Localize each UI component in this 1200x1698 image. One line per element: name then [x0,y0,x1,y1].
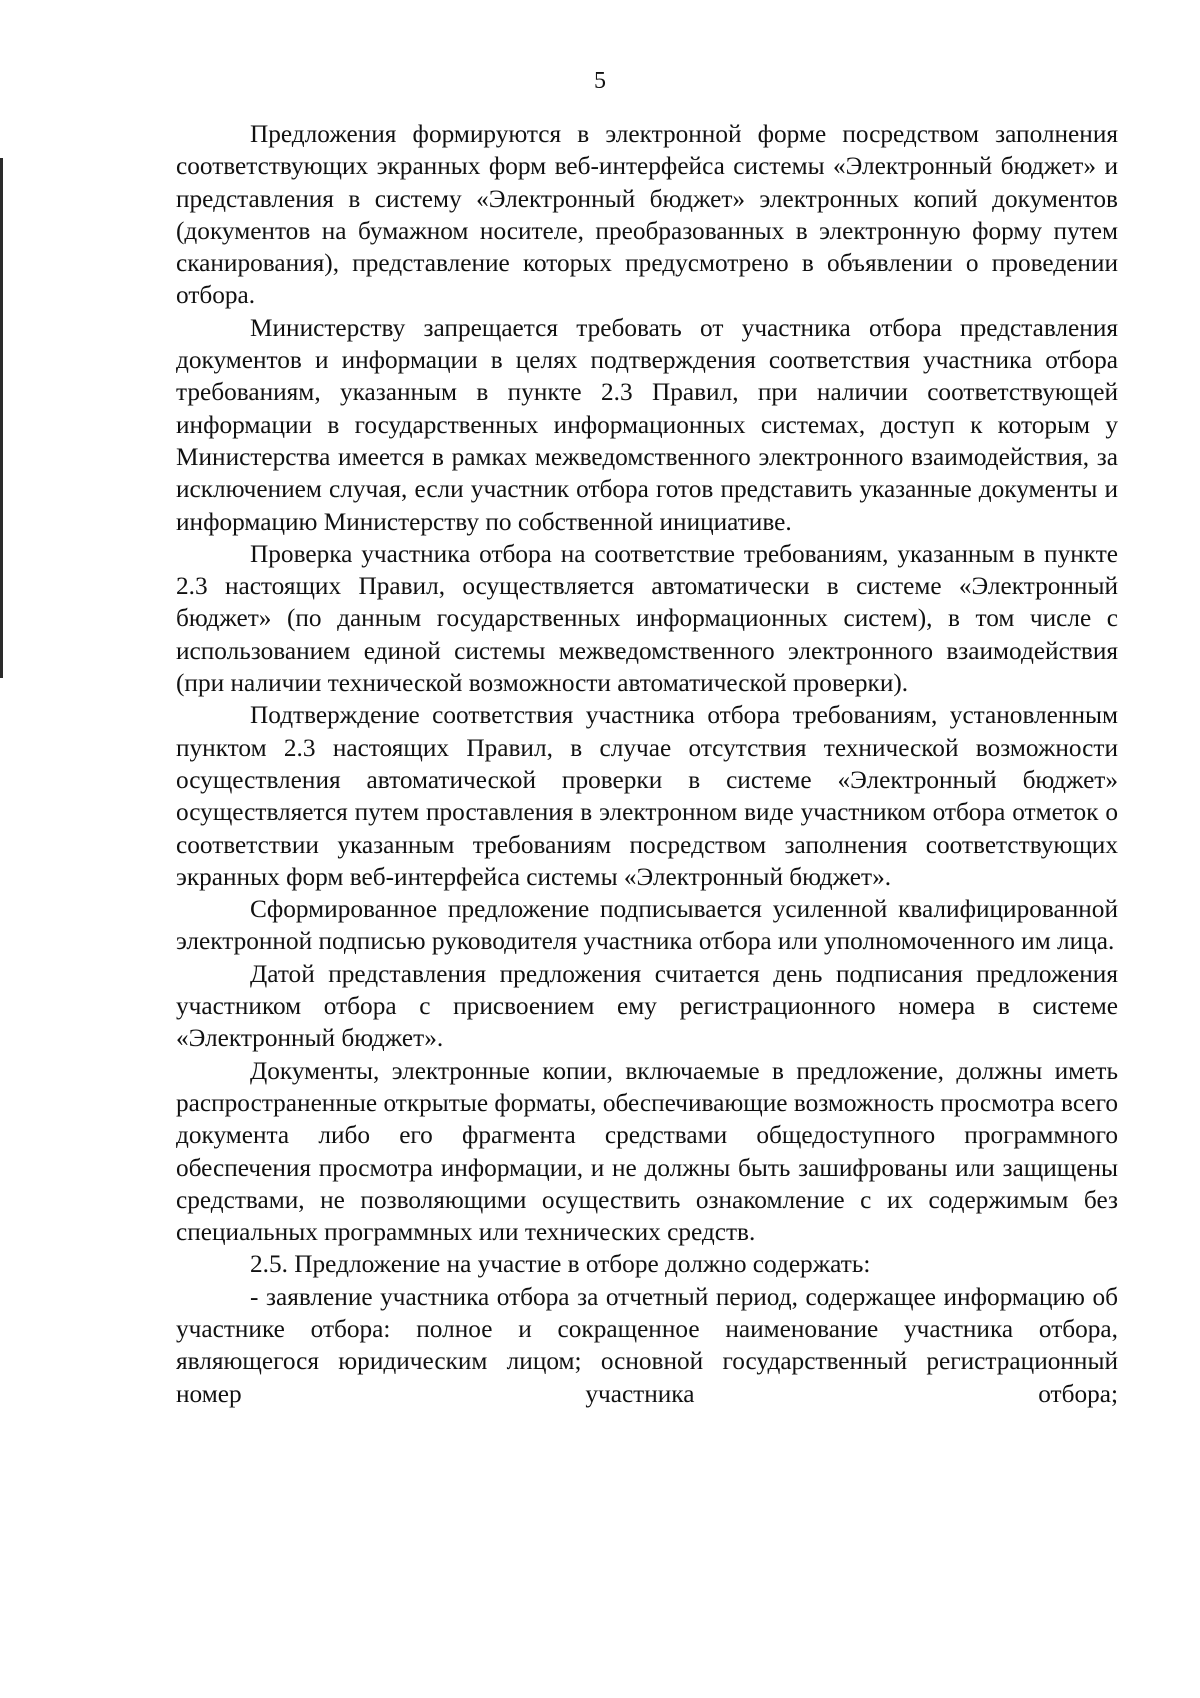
paragraph-submission-date: Датой представления предложения считается день подписания предложения участником отбора с присвоением ему регистрационного номера в системе «Электронный бюджет». [176,959,1118,1053]
paragraph-section-2-5: 2.5. Предложение на участие в отборе должно содержать: [250,1250,871,1279]
page-number: 5 [594,68,606,94]
paragraph-ministry-prohibition: Министерству запрещается требовать от участника отбора представления документов и информации в целях подтверждения соответствия участника отбора требованиям, указанным в пункте 2.3 Правил, при наличии соответствующей информации в государственных информационных системах, доступ к которым у Министерства имеется в рамках межведомственного электронного взаимодействия, за исключением случая, если участник отбора готов представить указанные документы и информацию Министерству по собственной инициативе. [176,313,1118,536]
paragraph-automatic-check: Проверка участника отбора на соответствие требованиям, указанным в пункте 2.3 настоящих Правил, осуществляется автоматически в системе «Электронный бюджет» (по данным государственных информационных систем), в том числе с использованием единой системы межведомственного электронного взаимодействия (при наличии технической возможности автоматической проверки). [176,539,1118,698]
document-body [176,118,1118,1410]
paragraph-confirmation-of-compliance: Подтверждение соответствия участника отбора требованиям, установленным пунктом 2.3 настоящих Правил, в случае отсутствия технической возможности осуществления автоматической проверки в системе «Электронный бюджет» осуществляется путем проставления в электронном виде участником отбора отметок о соответствии указанным требованиям посредством заполнения соответствующих экранных форм веб-интерфейса системы «Электронный бюджет». [176,701,1118,891]
paragraph-document-formats: Документы, электронные копии, включаемые в предложение, должны иметь распространенные открытые форматы, обеспечивающие возможность просмотра всего документа либо его фрагмента средствами общедоступного программного обеспечения просмотра информации, и не должны быть зашифрованы или защищены средствами, не позволяющими осуществить ознакомление с их содержимым без специальных программных или технических средств. [176,1056,1118,1247]
paragraph-application-contents: - заявление участника отбора за отчетный период, содержащее информацию об участнике отбора: полное и сокращенное наименование участника отбора, являющегося юридическим лицом; основной государственный регистрационный номер участника отбора; [176,1282,1118,1408]
scan-edge-mark [0,158,3,678]
paragraph-proposals-electronic-form: Предложения формируются в электронной форме посредством заполнения соответствующих экранных форм веб-интерфейса системы «Электронный бюджет» и представления в систему «Электронный бюджет» электронных копий документов (документов на бумажном носителе, преобразованных в электронную форму путем сканирования), представление которых предусмотрено в объявлении о проведении отбора. [176,120,1118,310]
paragraph-signature: Сформированное предложение подписывается усиленной квалифицированной электронной подписью руководителя участника отбора или уполномоченного им лица. [176,895,1118,956]
